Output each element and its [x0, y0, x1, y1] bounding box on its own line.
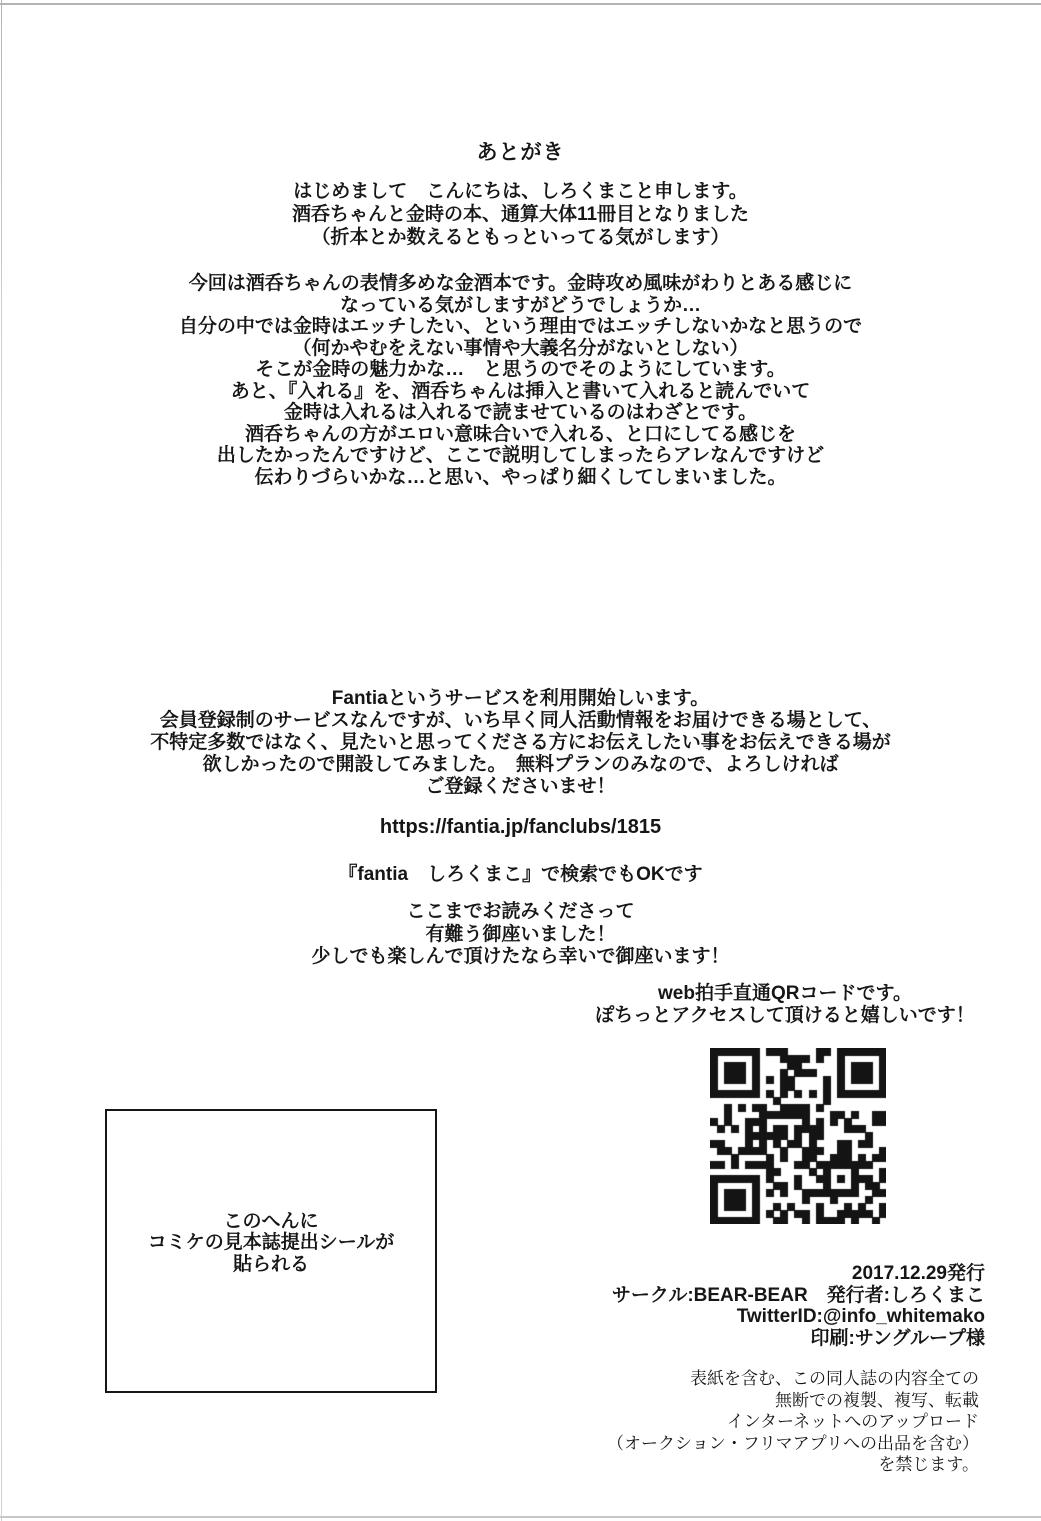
- text-line: 酒呑ちゃんの方がエロい意味合いで入れる、と口にしてる感じを: [244, 423, 796, 445]
- qr-code-icon: [710, 1048, 886, 1224]
- fantia-url: https://fantia.jp/fanclubs/1815: [379, 816, 662, 838]
- text-line: 貼られる: [232, 1253, 309, 1275]
- text-line: を禁じます。: [878, 1455, 979, 1474]
- text-line: 有難う御座いました！: [425, 923, 616, 945]
- text-line: 少しでも楽しんで頂けたなら幸いで御座います！: [311, 946, 730, 967]
- text-line: 不特定多数ではなく、見たいと思ってくださる方にお伝えしたい事をお伝えできる場が: [150, 732, 891, 753]
- scan-edge-top: [0, 3, 1041, 5]
- text-line: なっている気がしますがどうでしょうか…: [339, 294, 701, 316]
- copyright-notice: [379, 1368, 979, 1476]
- text-line: そこが金時の魅力かな… と思うのでそのようにしています。: [255, 359, 786, 380]
- text-line: 伝わりづらいかな…と思い、やっぱり細くしてしまいました。: [254, 466, 787, 488]
- text-line: サークル:BEAR-BEAR 発行者:しろくまこ: [611, 1284, 985, 1306]
- text-line: 印刷:サングループ様: [810, 1327, 985, 1349]
- text-line: 2017.12.29発行: [851, 1263, 985, 1284]
- text-line: Fantiaというサービスを利用開始しいます。: [331, 688, 710, 709]
- text-line: 欲しかったので開設してみました。 無料プランのみなので、よろしければ: [202, 754, 839, 775]
- text-line: 表紙を含む、この同人誌の内容全ての: [690, 1369, 979, 1388]
- text-line: 会員登録制のサービスなんですが、いち早く同人活動情報をお届けできる場として、: [159, 710, 882, 731]
- greeting-paragraph: [0, 180, 1041, 249]
- sample-sticker-note: [148, 1211, 395, 1276]
- text-line: 酒呑ちゃんと金時の本、通算大体11冊目となりました: [291, 204, 750, 225]
- text-line: 自分の中では金時はエッチしたい、という理由ではエッチしないかなと思うので: [178, 316, 863, 337]
- qr-note: [540, 983, 1030, 1027]
- text-line: TwitterID:@info_whitemako: [736, 1306, 985, 1327]
- scan-edge-bottom: [0, 1516, 1041, 1518]
- text-line: ご登録くださいませ！: [425, 776, 616, 797]
- text-line: web拍手直通QRコードです。: [658, 983, 912, 1004]
- fantia-announcement-paragraph: [0, 688, 1041, 798]
- text-line: このへんに: [223, 1210, 319, 1232]
- text-line: コミケの見本誌提出シールが: [147, 1232, 395, 1254]
- text-line: （折本とか数えるともっといってる気がします）: [311, 227, 730, 248]
- text-line: インターネットへのアップロード: [726, 1412, 979, 1431]
- text-line: 出したかったんですけど、ここで説明してしまったらアレなんですけど: [216, 445, 825, 466]
- page-title: あとがき: [476, 141, 565, 164]
- thanks-paragraph: [0, 901, 1041, 969]
- search-hint: 『fantia しろくまこ』で検索でもOKです: [338, 864, 703, 885]
- sample-sticker-box: [105, 1109, 437, 1393]
- text-line: 金時は入れるは入れるで読ませているのはわざとです。: [283, 402, 758, 423]
- text-line: あと、『入れる』を、酒呑ちゃんは挿入と書いて入れると読んでいて: [230, 380, 811, 402]
- text-line: （オークション・フリマアプリへの出品を含む）: [607, 1433, 979, 1453]
- body-paragraph: [0, 273, 1041, 488]
- colophon: [385, 1263, 985, 1349]
- text-line: ここまでお読みくださって: [406, 901, 635, 922]
- text-line: （何かやむをえない事情や大義名分がないとしない）: [292, 337, 749, 359]
- text-line: 今回は酒呑ちゃんの表情多めな金酒本です。金時攻め風味がわりとある感じに: [188, 273, 853, 294]
- text-line: ぽちっとアクセスして頂けると嬉しいです！: [595, 1005, 975, 1026]
- text-line: はじめまして こんにちは、しろくまこと申します。: [293, 181, 748, 202]
- text-line: 無断での複製、複写、転載: [775, 1390, 979, 1410]
